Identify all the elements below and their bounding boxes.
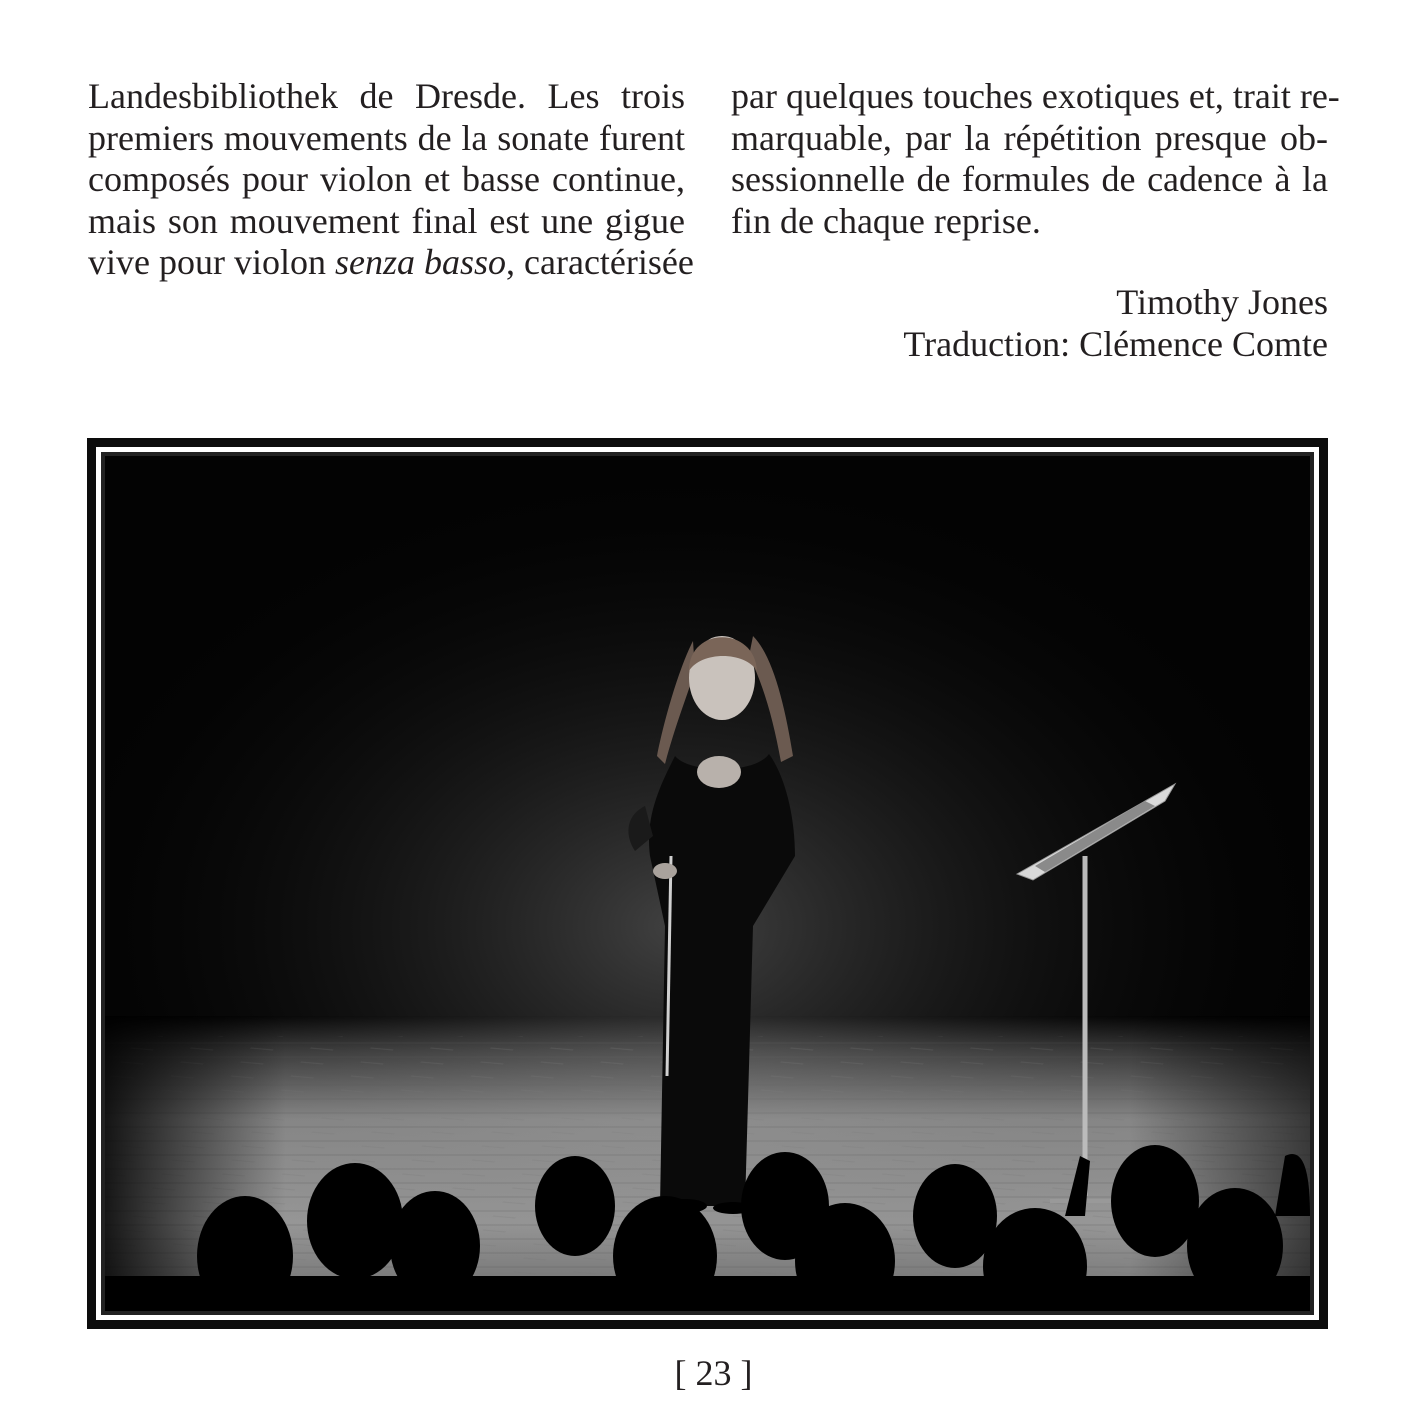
body-text-left-column — [88, 76, 694, 284]
page-number: [ 23 ] — [674, 1353, 753, 1393]
author-credit: Timothy Jones — [1116, 282, 1328, 322]
text-line: sessionnelle de formules de cadence à la — [731, 159, 1328, 199]
text-line: Landesbibliothek de Dresde. Les trois — [88, 76, 685, 116]
text-fragment: vive pour violon — [88, 242, 335, 282]
photo-frame — [87, 438, 1328, 1329]
text-line: fin de chaque reprise. — [731, 200, 1041, 241]
text-line: premiers mouvements de la sonate furent — [88, 117, 685, 158]
text-line: mais son mouvement final est une gigue — [88, 200, 685, 241]
text-fragment: , caractérisée — [506, 242, 694, 282]
body-text-right-column — [731, 76, 1340, 242]
text-line — [88, 242, 694, 284]
translation-credit: Traduction: Clémence Comte — [903, 324, 1328, 364]
text-line: marquable, par la répétition presque ob- — [731, 117, 1328, 158]
text-line: composés pour violon et basse continue, — [88, 159, 685, 199]
concert-photograph — [105, 456, 1310, 1311]
text-line: par quelques touches exotiques et, trait re- — [731, 76, 1340, 116]
italic-term: senza basso — [334, 242, 507, 282]
stage-scene-illustration — [105, 456, 1310, 1311]
